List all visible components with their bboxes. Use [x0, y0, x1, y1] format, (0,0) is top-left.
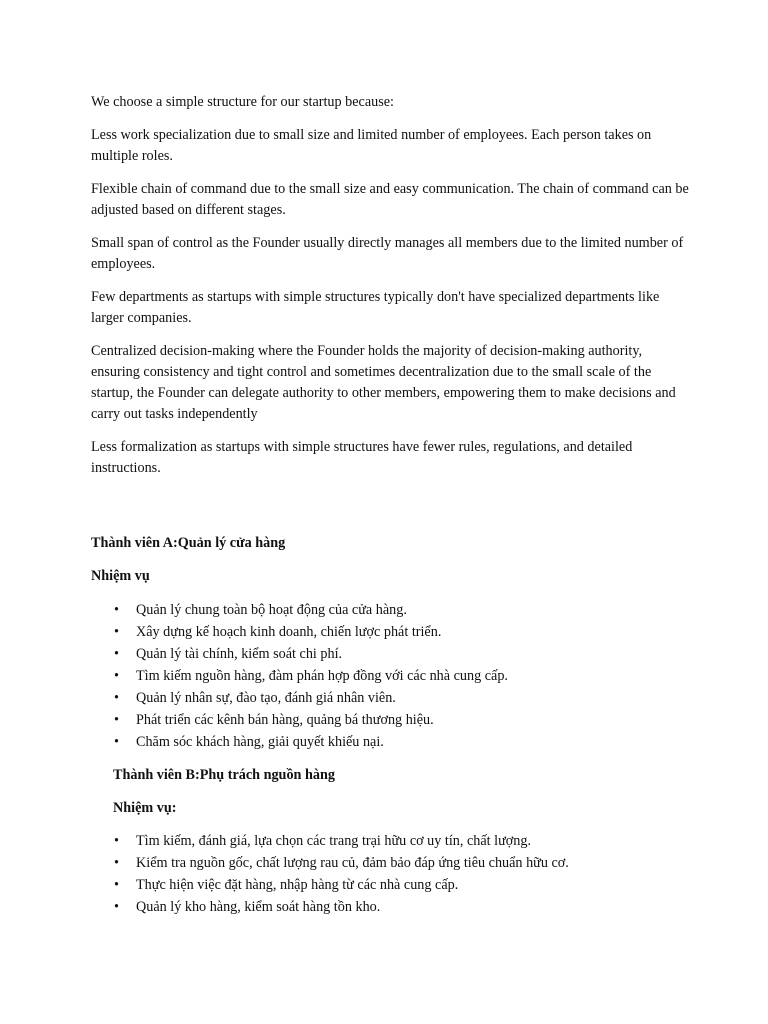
member-a-heading: Thành viên A:Quản lý cửa hàng [91, 535, 286, 551]
task-text: Tìm kiếm, đánh giá, lựa chọn các trang trại hữu cơ uy tín, chất lượng. [136, 833, 532, 849]
paragraph-decision-making: Centralized decision-making where the Founder holds the majority of decision-making authority, ensuring consistency and tight control and sometimes decentralization due to the small scale of the startup, the Founder can delegate authority to other members, empowering them to make decisions and carry out tasks independently [91, 343, 676, 422]
bullet-icon: • [114, 899, 119, 915]
bullet-icon: • [114, 855, 119, 871]
list-item [91, 687, 691, 709]
list-item [91, 830, 691, 852]
task-text: Phát triển các kênh bán hàng, quảng bá thương hiệu. [136, 712, 434, 728]
member-b-tasks-heading: Nhiệm vụ: [113, 800, 177, 816]
member-a-task-list [91, 599, 691, 753]
list-item [91, 896, 691, 918]
list-item [91, 643, 691, 665]
task-text: Chăm sóc khách hàng, giải quyết khiếu nại. [136, 734, 384, 750]
paragraph-span-of-control: Small span of control as the Founder usually directly manages all members due to the limited number of employees. [91, 235, 684, 272]
bullet-icon: • [114, 833, 119, 849]
section-spacer [91, 491, 691, 533]
bullet-icon: • [114, 624, 119, 640]
task-text: Quản lý chung toàn bộ hoạt động của cửa hàng. [136, 602, 407, 618]
document-page [91, 92, 691, 918]
list-item [91, 709, 691, 731]
task-text: Quản lý nhân sự, đào tạo, đánh giá nhân viên. [136, 690, 396, 706]
bullet-icon: • [114, 646, 119, 662]
list-item [91, 731, 691, 753]
list-item [91, 599, 691, 621]
paragraph-work-specialization: Less work specialization due to small size and limited number of employees. Each person takes on multiple roles. [91, 127, 652, 164]
list-item [91, 852, 691, 874]
task-text: Thực hiện việc đặt hàng, nhập hàng từ các nhà cung cấp. [136, 877, 459, 893]
task-text: Quản lý tài chính, kiểm soát chi phí. [136, 646, 343, 662]
member-a-tasks-heading: Nhiệm vụ [91, 568, 150, 584]
intro-paragraph: We choose a simple structure for our startup because: [91, 94, 394, 110]
list-item [91, 874, 691, 896]
member-b-task-list [91, 830, 691, 918]
bullet-icon: • [114, 602, 119, 618]
bullet-icon: • [114, 734, 119, 750]
task-text: Kiểm tra nguồn gốc, chất lượng rau củ, đảm bảo đáp ứng tiêu chuẩn hữu cơ. [136, 855, 569, 871]
member-b-heading: Thành viên B:Phụ trách nguồn hàng [113, 767, 335, 783]
bullet-icon: • [114, 712, 119, 728]
paragraph-chain-of-command: Flexible chain of command due to the small size and easy communication. The chain of command can be adjusted based on different stages. [91, 181, 689, 218]
paragraph-formalization: Less formalization as startups with simple structures have fewer rules, regulations, and detailed instructions. [91, 439, 633, 476]
list-item [91, 621, 691, 643]
bullet-icon: • [114, 690, 119, 706]
task-text: Xây dựng kế hoạch kinh doanh, chiến lược phát triển. [136, 624, 442, 640]
paragraph-departments: Few departments as startups with simple structures typically don't have specialized departments like larger companies. [91, 289, 660, 326]
list-item [91, 665, 691, 687]
bullet-icon: • [114, 877, 119, 893]
task-text: Tìm kiếm nguồn hàng, đàm phán hợp đồng với các nhà cung cấp. [136, 668, 508, 684]
bullet-icon: • [114, 668, 119, 684]
task-text: Quản lý kho hàng, kiểm soát hàng tồn kho. [136, 899, 381, 915]
